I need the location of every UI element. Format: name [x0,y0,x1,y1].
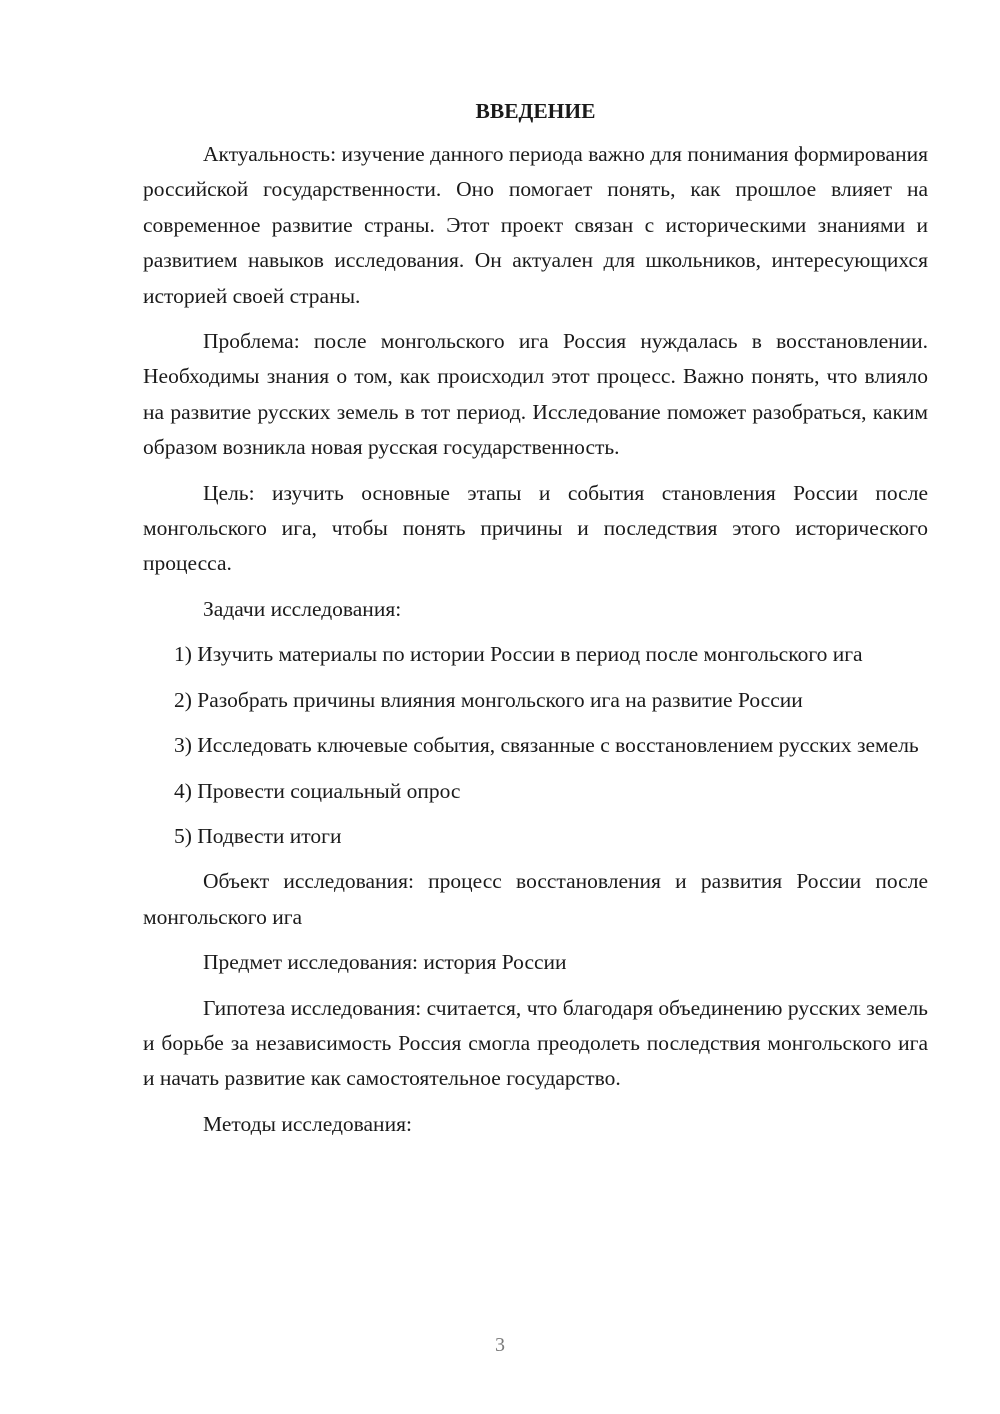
tasks-heading: Задачи исследования: [203,596,402,621]
page-number: 3 [495,1334,505,1356]
task-item-2: 2) Разобрать причины влияния монгольского ига на развитие России [174,687,803,712]
relevance-paragraph: Актуальность: изучение данного периода важно для понимания формирования российской государственности. Оно помогает понять, как прошлое влияет на современное развитие страны. Этот проект связан с историческими знаниями и развитием навыков исследования. Он актуален для школьников, интересующихся историей своей страны. [143,142,928,308]
task-item-1: 1) Изучить материалы по истории России в период после монгольского ига [174,642,863,667]
task-item-5: 5) Подвести итоги [174,823,342,848]
methods-heading: Методы исследования: [203,1111,412,1136]
task-item-3: 3) Исследовать ключевые события, связанные с восстановлением русских земель [174,733,919,758]
hypothesis-paragraph: Гипотеза исследования: считается, что благодаря объединению русских земель и борьбе за независимость Россия смогла преодолеть последствия монгольского ига и начать развитие как самостоятельное государство. [143,995,928,1091]
subject-paragraph: Предмет исследования: история России [203,950,567,975]
section-title: ВВЕДЕНИЕ [475,99,596,123]
goal-paragraph: Цель: изучить основные этапы и события становления России после монгольского ига, чтобы понять причины и последствия этого исторического процесса. [143,480,928,576]
task-item-4: 4) Провести социальный опрос [174,778,461,803]
page-content [143,94,928,1152]
object-paragraph: Объект исследования: процесс восстановления и развития России после монгольского ига [143,869,928,929]
problem-paragraph: Проблема: после монгольского ига Россия нуждалась в восстановлении. Необходимы знания о том, как происходил этот процесс. Важно понять, что влияло на развитие русских земель в тот период. Исследование поможет разобраться, каким образом возникла новая русская государственность. [143,329,928,460]
